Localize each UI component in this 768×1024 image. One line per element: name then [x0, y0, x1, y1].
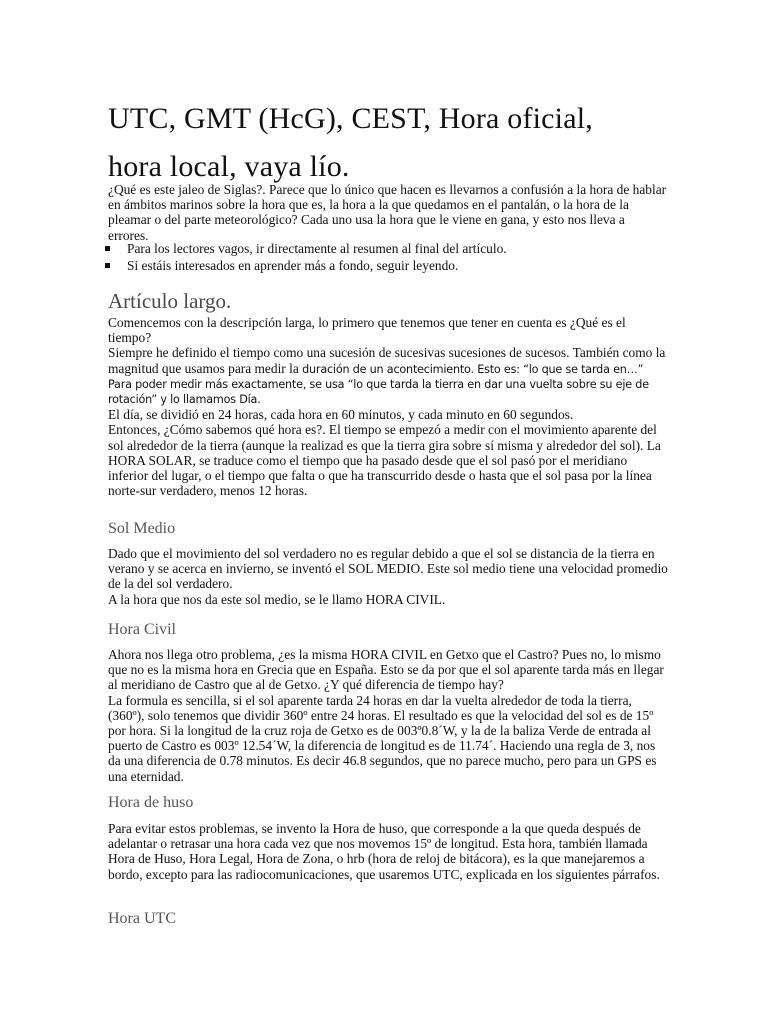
paragraph-text: Siempre he definido el tiempo como una sucesión de sucesivas sucesiones de sucesos. También como la magnitud que usamos para medir la — [108, 345, 666, 376]
paragraph: A la hora que nos da este sol medio, se le llamo HORA CIVIL. — [108, 591, 446, 607]
paragraph: Para evitar estos problemas, se invento la Hora de huso, que corresponde a la que queda después de adelantar o retrasar una hora cada vez que nos movemos 15º de longitud. Esta hora, también llamada Hora de Huso, Hora Legal, Hora de Zona, o hrb (hora de reloj de bitácora), es la que manejaremos a bordo, excepto para las radiocomunicaciones, que usaremos UTC, explicada en los siguientes párrafos. — [108, 821, 660, 882]
articulo-body — [108, 315, 668, 498]
paragraph: Ahora nos llega otro problema, ¿es la misma HORA CIVIL en Getxo que el Castro? Pues no, lo mismo que no es la misma hora en Grecia que en España. Esto se da por que el sol aparente tarda más en llegar al meridiano de Castro que al de Getxo. ¿Y qué diferencia de tiempo hay? — [108, 647, 664, 693]
sol-medio-body — [108, 546, 668, 607]
list-item-text: Para los lectores vagos, ir directamente al resumen al final del artículo. — [127, 241, 507, 256]
list-item-text: Si estáis interesados en aprender más a fondo, seguir leyendo. — [127, 257, 459, 273]
list-item — [104, 241, 507, 258]
intro-paragraph — [108, 182, 668, 243]
section-heading-hora-utc: Hora UTC — [108, 910, 176, 927]
section-heading-sol-medio: Sol Medio — [108, 520, 176, 537]
hora-huso-body — [108, 821, 668, 882]
handwritten-text: duración de un acontecimiento. Esto es: “lo que se tarda en…” — [302, 362, 644, 376]
handwritten-paragraph: Para poder medir más exactamente, se usa “lo que tarda la tierra en dar una vuelta sobre su eje de rotación” y lo llamamos Día. — [108, 377, 649, 407]
intro-text: ¿Qué es este jaleo de Siglas?. Parece que lo único que hacen es llevarnos a confusión a la hora de hablar en ámbitos marinos sobre la hora que es, la hora a la que quedamos en el pantalán, o la hora de la pleamar o del parte meteorológico? Cada uno usa la hora que le viene en gana, y esto nos lleva a errores. — [108, 182, 667, 243]
paragraph: Dado que el movimiento del sol verdadero no es regular debido a que el sol se distancia de la tierra en verano y se acerca en invierno, se inventó el SOL MEDIO. Este sol medio tiene una velocidad promedio de la del sol verdadero. — [108, 546, 668, 592]
document-title-line-2: hora local, vaya lío. — [108, 150, 350, 183]
list-item — [104, 258, 507, 275]
paragraph: La formula es sencilla, si el sol aparente tarda 24 horas en dar la vuelta alrededor de toda la tierra, (360º), solo tenemos que dividir 360º entre 24 horas. El resultado es que la velocidad del sol es de 15º por hora. Si la longitud de la cruz roja de Getxo es de 003º0.8´W, y la de la baliza Verde de entrada al puerto de Castro es 003º 12.54´W, la diferencia de longitud es de 11.74´. Haciendo una regla de 3, nos da una diferencia de 0.78 minutos. Es decir 46.8 segundos, que no parece mucho, pero para un GPS es una eternidad. — [108, 692, 657, 784]
paragraph: Entonces, ¿Cómo sabemos qué hora es?. El tiempo se empezó a medir con el movimiento aparente del sol alrededor de la tierra (aunque la realizad es que la tierra gira sobre sí misma y alrededor del sol). La HORA SOLAR, se traduce como el tiempo que ha pasado desde que el sol pasó por el meridiano inferior del lugar, o el tiempo que falta o que ha transcurrido desde o hasta que el sol pasa por la línea norte-sur verdadero, menos 12 horas. — [108, 422, 661, 499]
section-heading-hora-civil: Hora Civil — [108, 621, 176, 638]
section-heading-articulo: Artículo largo. — [108, 289, 232, 313]
reading-options-list — [104, 241, 507, 274]
square-bullet-icon — [105, 263, 110, 268]
paragraph: Comencemos con la descripción larga, lo primero que tenemos que tener en cuenta es ¿Qué es el tiempo? — [108, 315, 626, 346]
hora-civil-body — [108, 647, 668, 784]
section-heading-hora-huso: Hora de huso — [108, 794, 194, 811]
paragraph — [108, 345, 668, 376]
paragraph: El día, se dividió en 24 horas, cada hora en 60 minutos, y cada minuto en 60 segundos. — [108, 407, 574, 423]
square-bullet-icon — [105, 246, 110, 251]
document-title-line-1: UTC, GMT (HcG), CEST, Hora oficial, — [108, 102, 593, 135]
